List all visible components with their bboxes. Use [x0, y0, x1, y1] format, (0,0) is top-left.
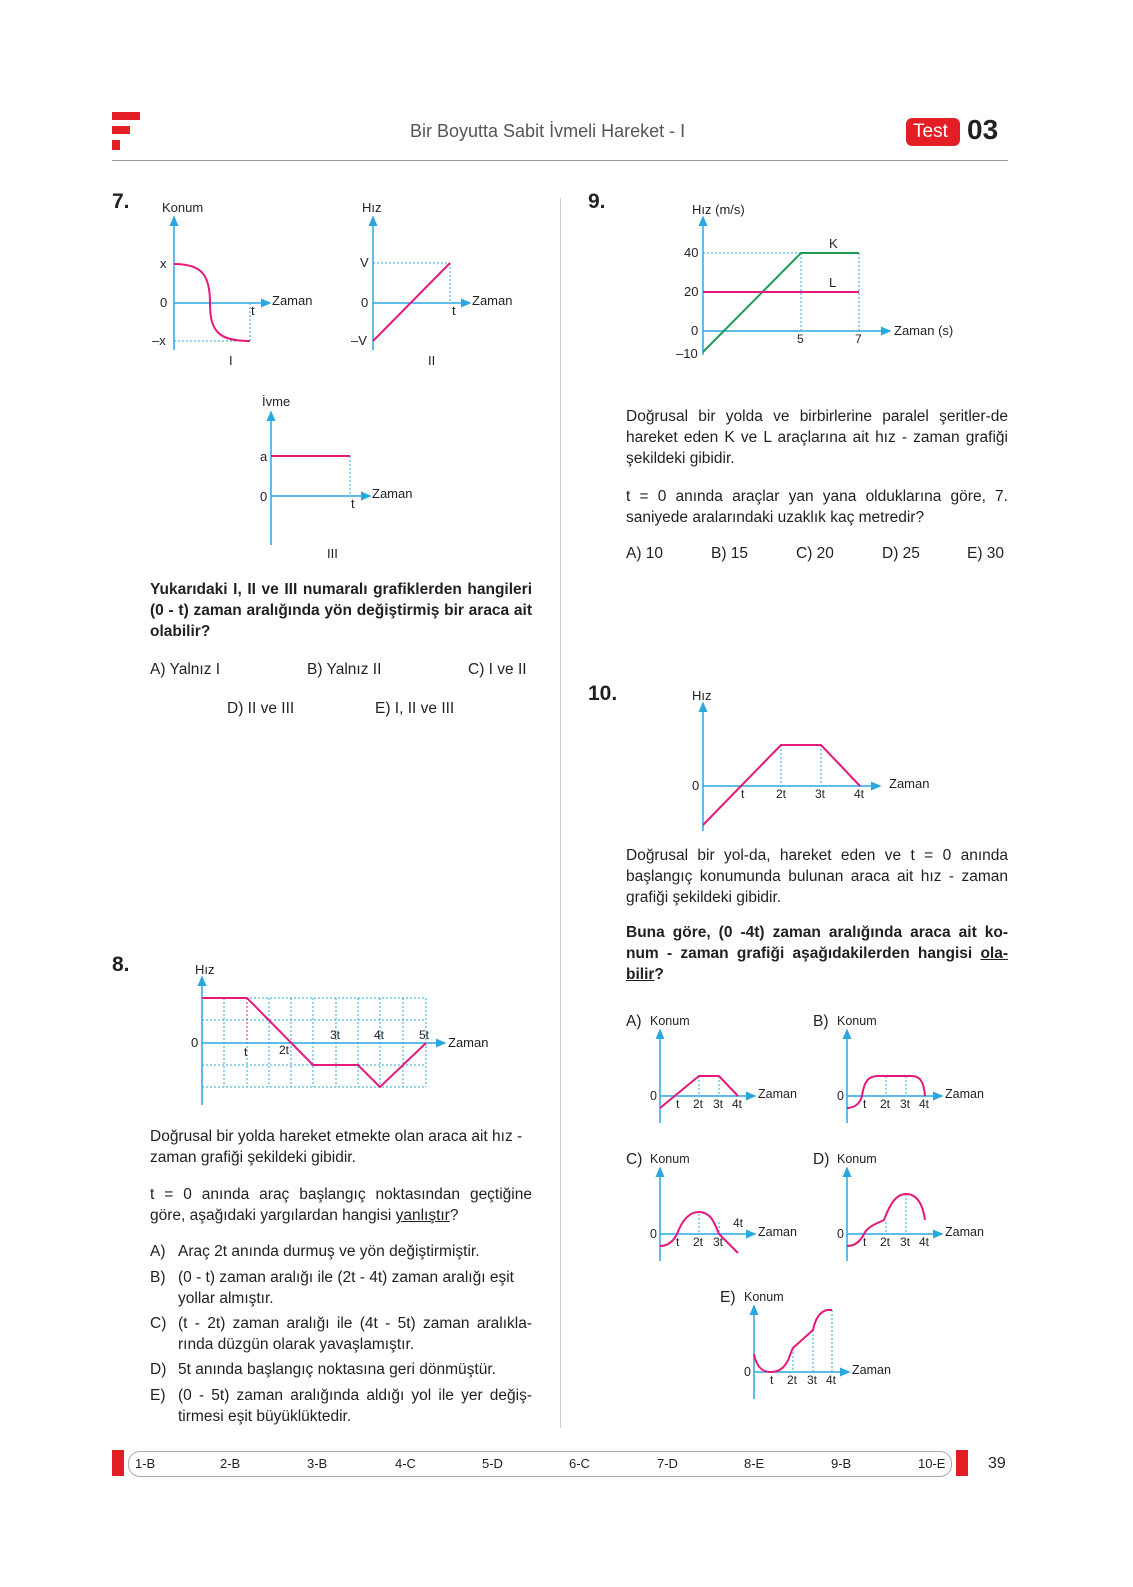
- question-number-8: 8.: [112, 953, 130, 976]
- q8-option-a-letter: A): [150, 1243, 166, 1260]
- q8-tick-2t: 2t: [279, 1043, 290, 1057]
- q8-text1: Doğrusal bir yolda hareket etmekte olan araca ait hız - zaman grafiği şekildeki gibidir.: [150, 1128, 523, 1166]
- q9-text1: Doğrusal bir yolda ve birbirlerine paralel şeritler-de hareket eden K ve L araçlarına ait hız - zaman grafiği şekildeki gibidir.: [626, 408, 1008, 467]
- q8-tick-3t: 3t: [330, 1028, 341, 1042]
- q10-b-tick-t: t: [863, 1097, 867, 1111]
- q8-option-e-letter: E): [150, 1387, 166, 1404]
- q10-b-zero: 0: [837, 1089, 844, 1103]
- question-number-10: 10.: [588, 682, 618, 705]
- q9-x5: 5: [797, 332, 804, 346]
- q7-g2-yzero: 0: [361, 295, 369, 310]
- q10-a-ylabel: Konum: [650, 1014, 690, 1028]
- q9-option-e[interactable]: E) 30: [967, 545, 1005, 562]
- q10-b-tick-3t: 3t: [900, 1097, 911, 1111]
- q8-graph: [180, 955, 510, 1115]
- q7-option-d[interactable]: D) II ve III: [227, 700, 295, 717]
- q8-option-b[interactable]: [150, 1267, 532, 1309]
- q7-g2-ybottom: –V: [351, 333, 367, 348]
- q10-ylabel: Hız: [692, 688, 712, 703]
- q10-option-b-letter[interactable]: B): [813, 1013, 829, 1030]
- q10-a-tick-3t: 3t: [713, 1097, 724, 1111]
- question-number-9: 9.: [588, 190, 606, 213]
- q7-g2-ytop: V: [360, 255, 369, 270]
- q10-b-xlabel: Zaman: [945, 1087, 984, 1101]
- q10-a-zero: 0: [650, 1089, 657, 1103]
- q7-g3-roman: III: [327, 546, 338, 561]
- q7-g1-ybottom: –x: [152, 333, 166, 348]
- q7-graph-i: [140, 195, 340, 375]
- q10-d-xlabel: Zaman: [945, 1225, 984, 1239]
- q10-option-e-letter[interactable]: E): [720, 1289, 736, 1306]
- answer-5: 5-D: [482, 1456, 503, 1471]
- answer-2: 2-B: [220, 1456, 241, 1471]
- q7-g3-t: t: [351, 496, 355, 511]
- q7-g3-ylabel: İvme: [262, 394, 291, 409]
- q8-option-e-text: (0 - 5t) zaman aralığında aldığı yol ile yer değiş-tirmesi eşit büyüklüktedir.: [178, 1387, 532, 1425]
- answer-10: 10-E: [918, 1456, 946, 1471]
- q7-option-a[interactable]: A) Yalnız I: [150, 661, 221, 678]
- q7-g1-ylabel: Konum: [162, 200, 204, 215]
- q8-text2-end: ?: [449, 1207, 459, 1224]
- q10-e-tick-t: t: [770, 1373, 774, 1387]
- q7-option-b[interactable]: B) Yalnız II: [307, 661, 382, 678]
- q7-option-c[interactable]: C) I ve II: [468, 661, 527, 678]
- q8-xlabel: Zaman: [448, 1035, 489, 1050]
- q8-option-c-letter: C): [150, 1315, 167, 1332]
- q7-g3-ytop: a: [260, 449, 268, 464]
- q10-e-tick-4t: 4t: [826, 1373, 837, 1387]
- brand-logo: [112, 112, 142, 152]
- q10-e-zero: 0: [744, 1365, 751, 1379]
- q9-text2: t = 0 anında araçlar yan yana olduklarına göre, 7. saniyede aralarındaki uzaklık kaç metredir?: [626, 488, 1008, 526]
- q10-option-e-graph[interactable]: [739, 1286, 914, 1401]
- header-rule: [112, 160, 1008, 161]
- q10-b-ylabel: Konum: [837, 1014, 877, 1028]
- q10-e-tick-2t: 2t: [787, 1373, 798, 1387]
- q8-zero: 0: [191, 1035, 199, 1050]
- q10-c-tick-2t: 2t: [693, 1235, 704, 1249]
- q8-option-b-letter: B): [150, 1269, 166, 1286]
- question-number-7: 7.: [112, 190, 130, 213]
- q10-option-a-graph[interactable]: [645, 1010, 820, 1125]
- q8-option-d-text: 5t anında başlangıç noktasına geri dönmüştür.: [178, 1361, 496, 1378]
- q10-xlabel: Zaman: [889, 776, 930, 791]
- footer-left-marker: [112, 1450, 124, 1476]
- q10-d-zero: 0: [837, 1227, 844, 1241]
- q10-option-d-graph[interactable]: [832, 1148, 1007, 1263]
- answer-7: 7-D: [657, 1456, 678, 1471]
- q10-b-tick-4t: 4t: [919, 1097, 930, 1111]
- q7-g1-ytop: x: [160, 256, 167, 271]
- q10-b-tick-2t: 2t: [880, 1097, 891, 1111]
- q10-option-a-letter[interactable]: A): [626, 1013, 642, 1030]
- q7-g3-xlabel: Zaman: [372, 486, 413, 501]
- q10-text2: [626, 922, 1008, 985]
- test-number: 03: [967, 114, 999, 145]
- answer-1: 1-B: [135, 1456, 156, 1471]
- q9-option-c[interactable]: C) 20: [796, 545, 834, 562]
- test-label: Test: [913, 121, 948, 142]
- q10-text1: Doğrusal bir yol-da, hareket eden ve t = 0 anında başlangıç konumunda bulunan araca ait hız - zaman grafiği şekildeki gibidir.: [626, 847, 1008, 906]
- page-title: Bir Boyutta Sabit İvmeli Hareket - I: [410, 121, 686, 141]
- q8-option-c[interactable]: [150, 1313, 532, 1355]
- q10-a-xlabel: Zaman: [758, 1087, 797, 1101]
- q10-d-tick-3t: 3t: [900, 1235, 911, 1249]
- q8-option-a-text: Araç 2t anında durmuş ve yön değiştirmiştir.: [178, 1243, 480, 1260]
- column-divider: [560, 198, 561, 1428]
- answer-8: 8-E: [744, 1456, 765, 1471]
- q8-option-c-text: (t - 2t) zaman aralığı ile (4t - 5t) zaman aralıkla-rında düzgün olarak yavaşlamıştır.: [178, 1315, 532, 1353]
- q10-c-zero: 0: [650, 1227, 657, 1241]
- q7-g1-xlabel: Zaman: [272, 293, 313, 308]
- q10-c-tick-t: t: [676, 1235, 680, 1249]
- q10-a-tick-t: t: [676, 1097, 680, 1111]
- q10-a-tick-4t: 4t: [732, 1097, 743, 1111]
- q7-g1-roman: I: [229, 353, 233, 368]
- q10-graph: [680, 685, 950, 835]
- q7-option-e[interactable]: E) I, II ve III: [375, 700, 455, 717]
- q10-d-tick-t: t: [863, 1235, 867, 1249]
- q8-option-d-letter: D): [150, 1361, 167, 1378]
- q10-c-tick-4t: 4t: [733, 1216, 744, 1230]
- q10-tick-3t: 3t: [815, 787, 826, 801]
- answer-9: 9-B: [831, 1456, 852, 1471]
- q10-e-xlabel: Zaman: [852, 1363, 891, 1377]
- q7-graph-ii: [340, 195, 540, 375]
- page-number: 39: [988, 1455, 1006, 1472]
- q9-label-l: L: [829, 275, 837, 290]
- q8-ylabel: Hız: [195, 962, 215, 977]
- q10-zero: 0: [692, 778, 700, 793]
- q10-d-ylabel: Konum: [837, 1152, 877, 1166]
- q10-c-ylabel: Konum: [650, 1152, 690, 1166]
- q10-e-ylabel: Konum: [744, 1290, 784, 1304]
- q7-graph-iii: [240, 390, 440, 570]
- q9-y40: 40: [684, 245, 699, 260]
- q7-g1-yzero: 0: [160, 295, 168, 310]
- q10-d-tick-2t: 2t: [880, 1235, 891, 1249]
- answer-3: 3-B: [307, 1456, 328, 1471]
- q8-text2-underlined: yanlıştır: [395, 1207, 450, 1224]
- q10-text2-underlined: ola-bilir: [626, 945, 1008, 983]
- q8-option-e[interactable]: [150, 1385, 532, 1427]
- q8-tick-4t: 4t: [374, 1028, 385, 1042]
- q9-ylabel: Hız (m/s): [692, 202, 745, 217]
- q10-tick-t: t: [741, 787, 745, 801]
- q8-option-b-text: (0 - t) zaman aralığı ile (2t - 4t) zaman aralığı eşit yollar almıştır.: [178, 1269, 514, 1307]
- test-badge: [906, 118, 960, 146]
- q7-g2-t: t: [452, 303, 456, 318]
- q10-text2-main: Buna göre, (0 -4t) zaman aralığında araca ait ko-num - zaman grafiği aşağıdakilerden hangisi: [626, 924, 1008, 962]
- q8-option-a[interactable]: [150, 1241, 532, 1262]
- answer-key-bar: [128, 1451, 952, 1477]
- q8-tick-t: t: [244, 1045, 248, 1059]
- q9-option-a[interactable]: A) 10: [626, 545, 664, 562]
- q10-c-tick-3t: 3t: [713, 1235, 724, 1249]
- q9-option-d[interactable]: D) 25: [882, 545, 920, 562]
- q9-option-b[interactable]: B) 15: [711, 545, 749, 562]
- q9-y20: 20: [684, 284, 699, 299]
- answer-4: 4-C: [395, 1456, 416, 1471]
- q10-option-c-letter[interactable]: C): [626, 1151, 643, 1168]
- q8-tick-5t: 5t: [419, 1028, 430, 1042]
- q7-question: Yukarıdaki I, II ve III numaralı grafiklerden hangileri (0 - t) zaman aralığında yön değiştirmiş bir araca ait olabilir?: [150, 581, 532, 640]
- q9-label-k: K: [829, 236, 838, 251]
- q10-tick-4t: 4t: [854, 787, 865, 801]
- q7-g2-xlabel: Zaman: [472, 293, 513, 308]
- q9-x7: 7: [855, 332, 862, 346]
- footer-right-marker: [956, 1450, 968, 1476]
- q9-graph: [670, 195, 970, 370]
- q10-a-tick-2t: 2t: [693, 1097, 704, 1111]
- q9-y0: 0: [691, 323, 699, 338]
- q10-tick-2t: 2t: [776, 787, 787, 801]
- q10-d-tick-4t: 4t: [919, 1235, 930, 1249]
- q7-g2-ylabel: Hız: [362, 200, 382, 215]
- answer-6: 6-C: [569, 1456, 590, 1471]
- q8-text2-main: t = 0 anında araç başlangıç noktasından geçtiğine göre, aşağıdaki yargılardan hangisi: [150, 1186, 532, 1224]
- q10-text2-end: ?: [654, 966, 664, 983]
- q9-ym10: –10: [676, 346, 698, 361]
- q10-c-xlabel: Zaman: [758, 1225, 797, 1239]
- q7-g3-yzero: 0: [260, 489, 268, 504]
- q8-text2: [150, 1184, 532, 1226]
- q10-e-tick-3t: 3t: [807, 1373, 818, 1387]
- q10-option-d-letter[interactable]: D): [813, 1151, 830, 1168]
- q10-option-c-graph[interactable]: [645, 1148, 820, 1263]
- q9-xlabel: Zaman (s): [894, 323, 954, 338]
- q7-g2-roman: II: [428, 353, 436, 368]
- q7-g1-t: t: [251, 303, 255, 318]
- q8-option-d[interactable]: [150, 1359, 532, 1380]
- q10-option-b-graph[interactable]: [832, 1010, 1007, 1125]
